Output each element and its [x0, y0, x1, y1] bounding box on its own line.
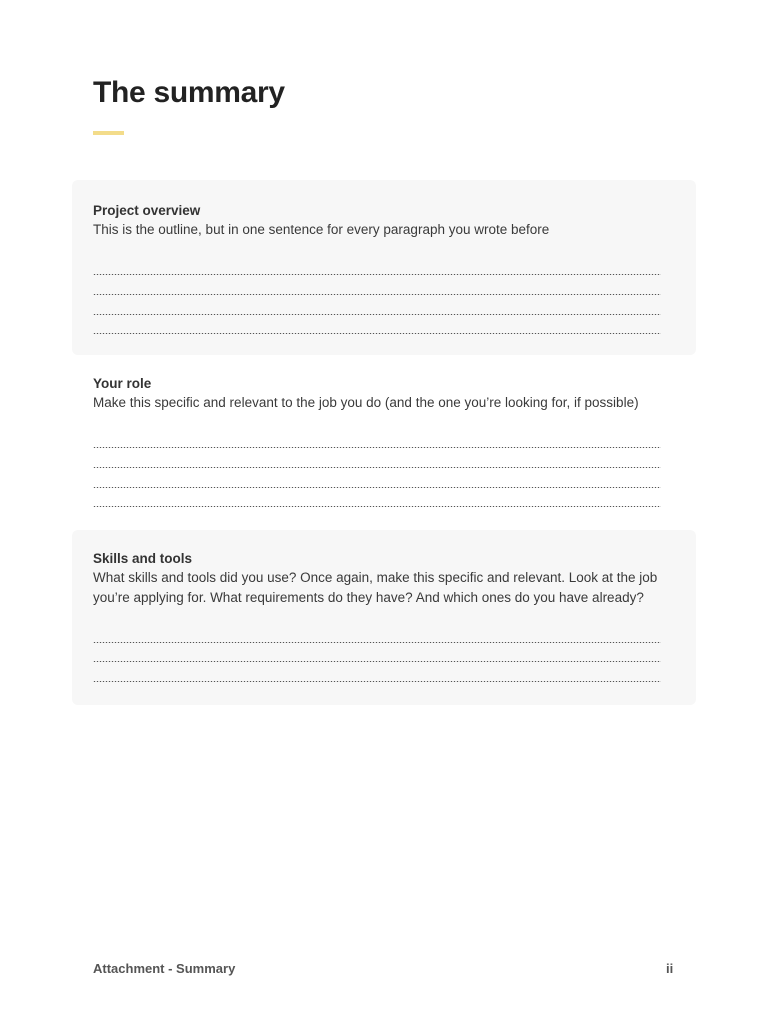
answer-lines	[93, 626, 661, 685]
section-heading: Your role	[93, 376, 152, 391]
dotted-answer-line[interactable]	[93, 259, 661, 279]
dotted-answer-line[interactable]	[93, 432, 661, 452]
dotted-answer-line[interactable]	[93, 278, 661, 298]
section-description: What skills and tools did you use? Once again, make this specific and relevant. Look at the job you’re applying for. What requirements do they have? And which ones do you have already?	[93, 570, 658, 605]
page-number: ii	[666, 961, 674, 976]
section-skills-and-tools	[72, 530, 696, 705]
section-description: This is the outline, but in one sentence for every paragraph you wrote before	[93, 222, 550, 237]
answer-lines	[93, 259, 661, 338]
dotted-answer-line[interactable]	[93, 646, 661, 666]
dotted-answer-line[interactable]	[93, 471, 661, 491]
dotted-answer-line[interactable]	[93, 665, 661, 685]
footer-label: Attachment - Summary	[93, 961, 236, 976]
dotted-answer-line[interactable]	[93, 626, 661, 646]
section-heading: Skills and tools	[93, 551, 193, 566]
dotted-answer-line[interactable]	[93, 491, 661, 511]
section-description: Make this specific and relevant to the job you do (and the one you’re looking for, if possible)	[93, 395, 639, 410]
page-title: The summary	[93, 76, 285, 109]
answer-lines	[93, 432, 661, 511]
dotted-answer-line[interactable]	[93, 451, 661, 471]
dotted-answer-line[interactable]	[93, 298, 661, 318]
section-your-role	[72, 374, 696, 514]
section-project-overview	[72, 180, 696, 355]
section-heading: Project overview	[93, 203, 201, 218]
dotted-answer-line[interactable]	[93, 318, 661, 338]
title-accent-bar	[93, 131, 124, 135]
